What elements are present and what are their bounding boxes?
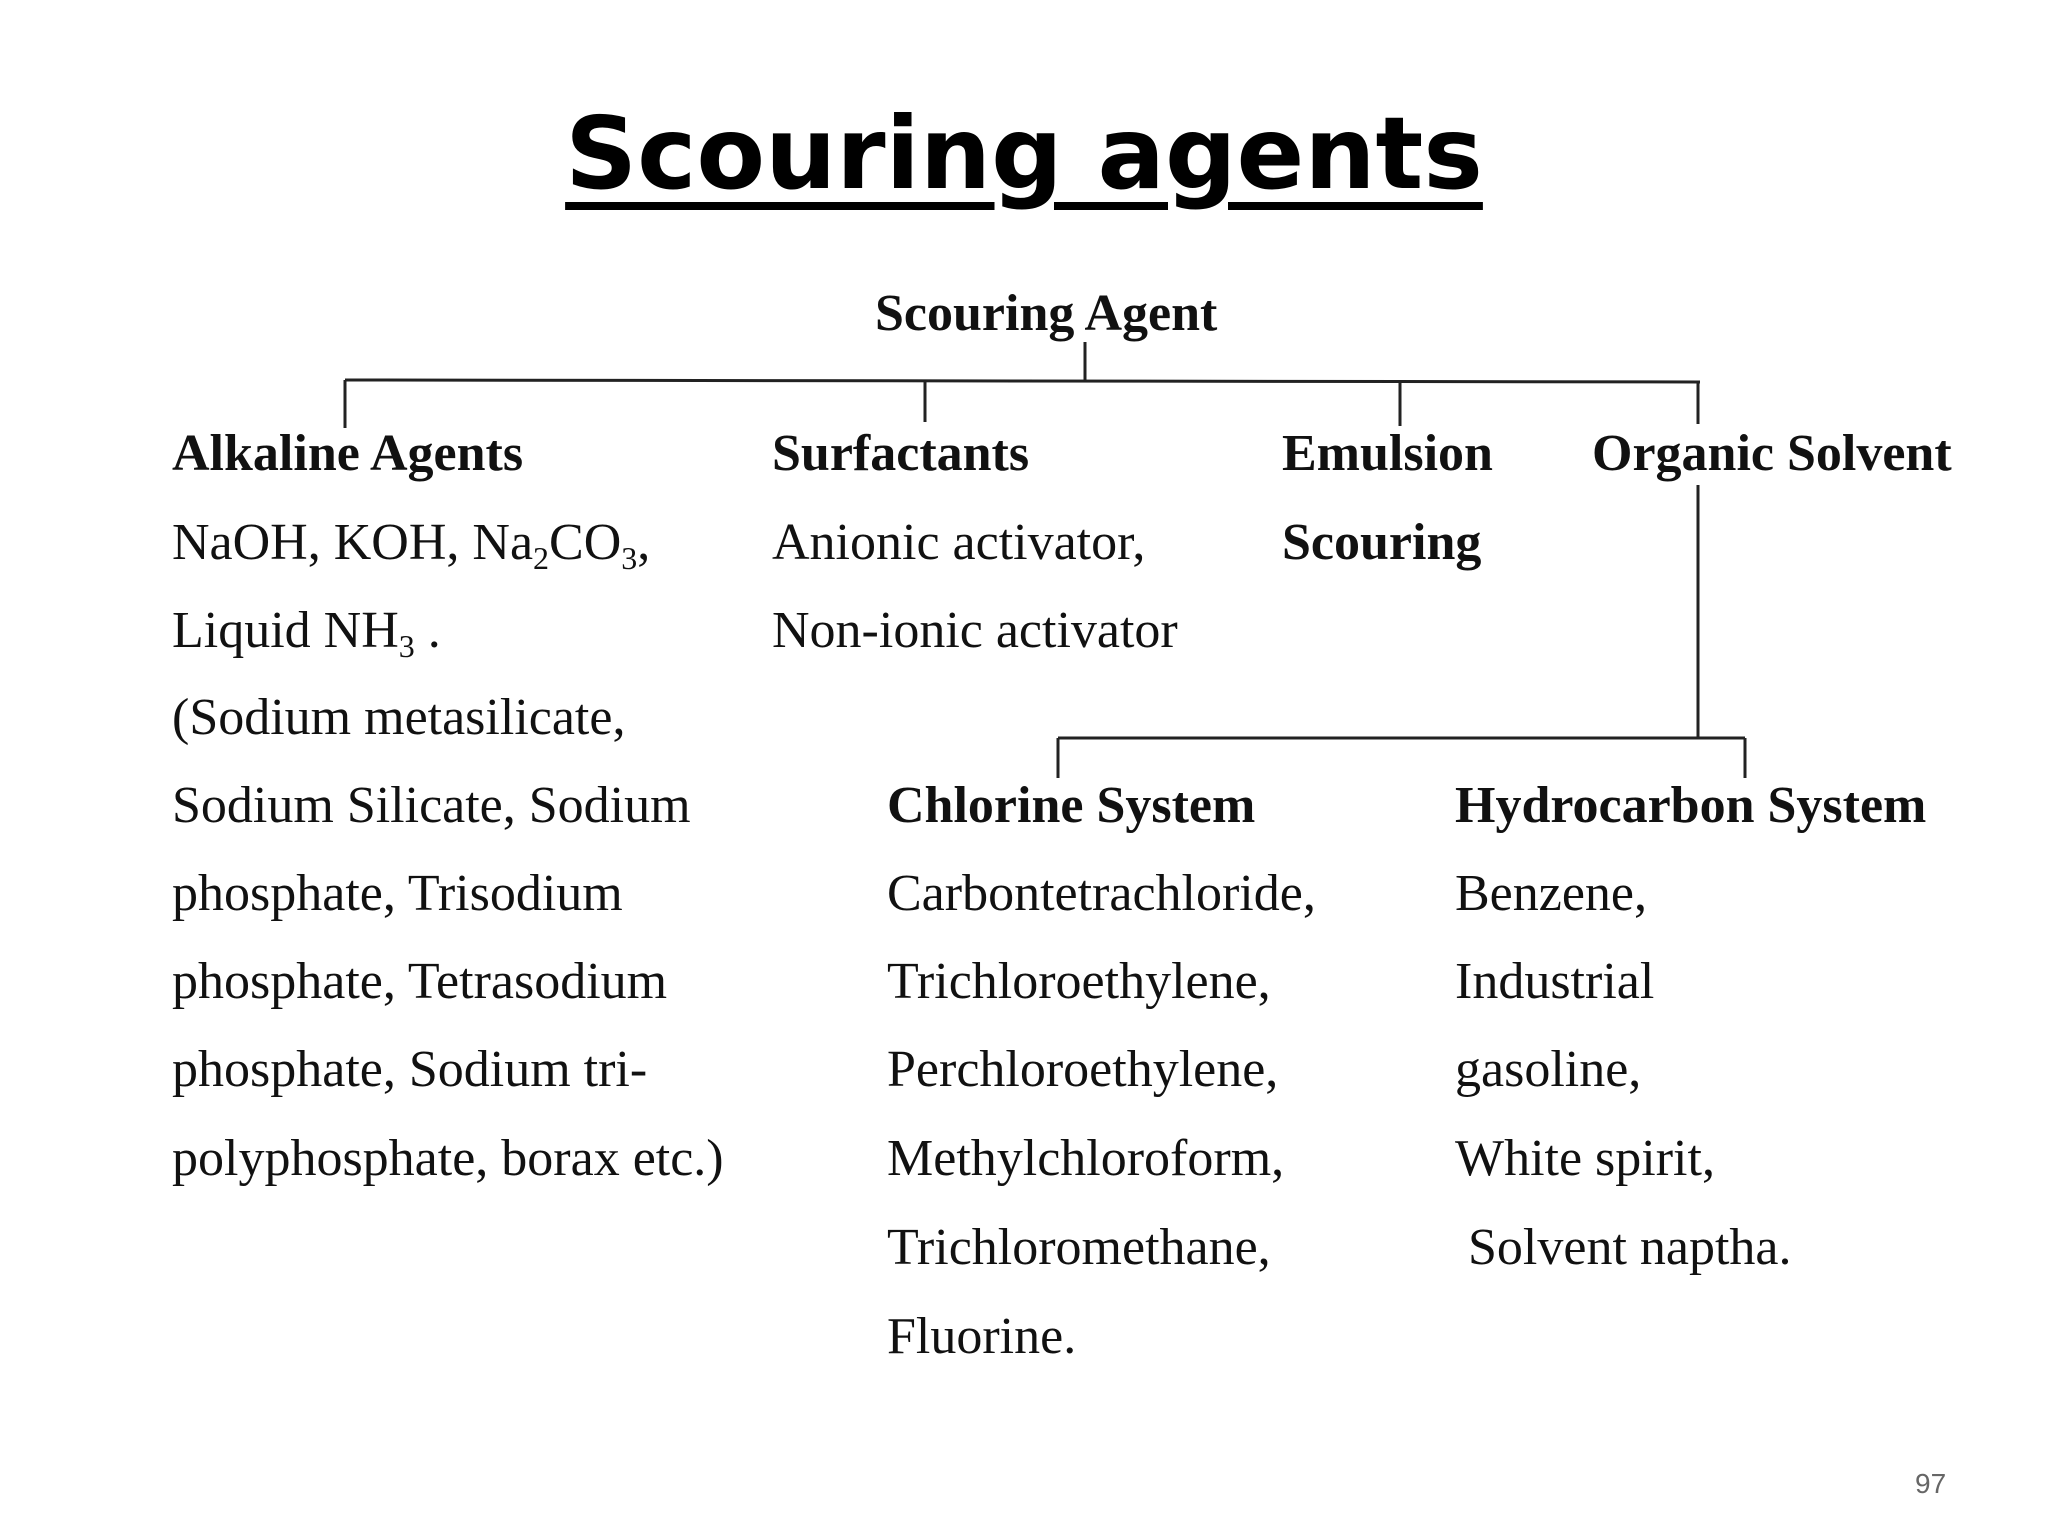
chlorine-line: Trichloroethylene, xyxy=(887,953,1271,1010)
node-emulsion-header-line2: Scouring xyxy=(1282,514,1482,571)
chlorine-line: Methylchloroform, xyxy=(887,1130,1285,1187)
node-hydrocarbon-header: Hydrocarbon System xyxy=(1455,777,1927,834)
alkaline-line: phosphate, Trisodium xyxy=(172,865,623,922)
chlorine-line: Fluorine. xyxy=(887,1308,1077,1365)
hydrocarbon-line: White spirit, xyxy=(1455,1130,1715,1187)
alkaline-line: Sodium Silicate, Sodium xyxy=(172,777,691,834)
alkaline-formula-mid: CO xyxy=(549,514,622,571)
alkaline-line: phosphate, Sodium tri- xyxy=(172,1041,648,1098)
node-emulsion-header: Emulsion xyxy=(1282,425,1493,482)
alkaline-line: (Sodium metasilicate, xyxy=(172,689,626,746)
alkaline-ammonia-sub: 3 xyxy=(398,628,415,664)
connector-root-bar xyxy=(345,380,1700,382)
alkaline-formula-line xyxy=(172,514,651,576)
alkaline-formula-sub2: 3 xyxy=(621,540,638,576)
chlorine-line: Perchloroethylene, xyxy=(887,1041,1279,1098)
hydrocarbon-line: gasoline, xyxy=(1455,1041,1642,1098)
node-chlorine-header: Chlorine System xyxy=(887,777,1256,834)
alkaline-line: polyphosphate, borax etc.) xyxy=(172,1130,724,1187)
alkaline-formula-post: , xyxy=(637,514,651,571)
chlorine-line: Carbontetrachloride, xyxy=(887,865,1316,922)
hydrocarbon-line: Solvent naptha. xyxy=(1455,1219,1792,1276)
alkaline-ammonia-pre: Liquid NH xyxy=(172,602,399,659)
surfactants-line: Anionic activator, xyxy=(772,514,1146,571)
surfactants-line: Non-ionic activator xyxy=(772,602,1178,659)
chlorine-line: Trichloromethane, xyxy=(887,1219,1271,1276)
alkaline-line: phosphate, Tetrasodium xyxy=(172,953,668,1010)
slide-title-text: Scouring agents xyxy=(565,95,1483,212)
node-alkaline-header: Alkaline Agents xyxy=(172,425,524,482)
node-organic-header: Organic Solvent xyxy=(1592,425,1952,482)
alkaline-ammonia-post: . xyxy=(414,602,441,659)
node-root: Scouring Agent xyxy=(875,285,1218,342)
hydrocarbon-line: Industrial xyxy=(1455,953,1655,1010)
alkaline-formula-sub1: 2 xyxy=(533,540,550,576)
alkaline-ammonia-line xyxy=(172,602,441,664)
alkaline-formula-pre: NaOH, KOH, Na xyxy=(172,514,534,571)
page-number: 97 xyxy=(1915,1468,1947,1499)
node-surfactants-header: Surfactants xyxy=(772,425,1030,482)
hydrocarbon-line: Benzene, xyxy=(1455,865,1648,922)
